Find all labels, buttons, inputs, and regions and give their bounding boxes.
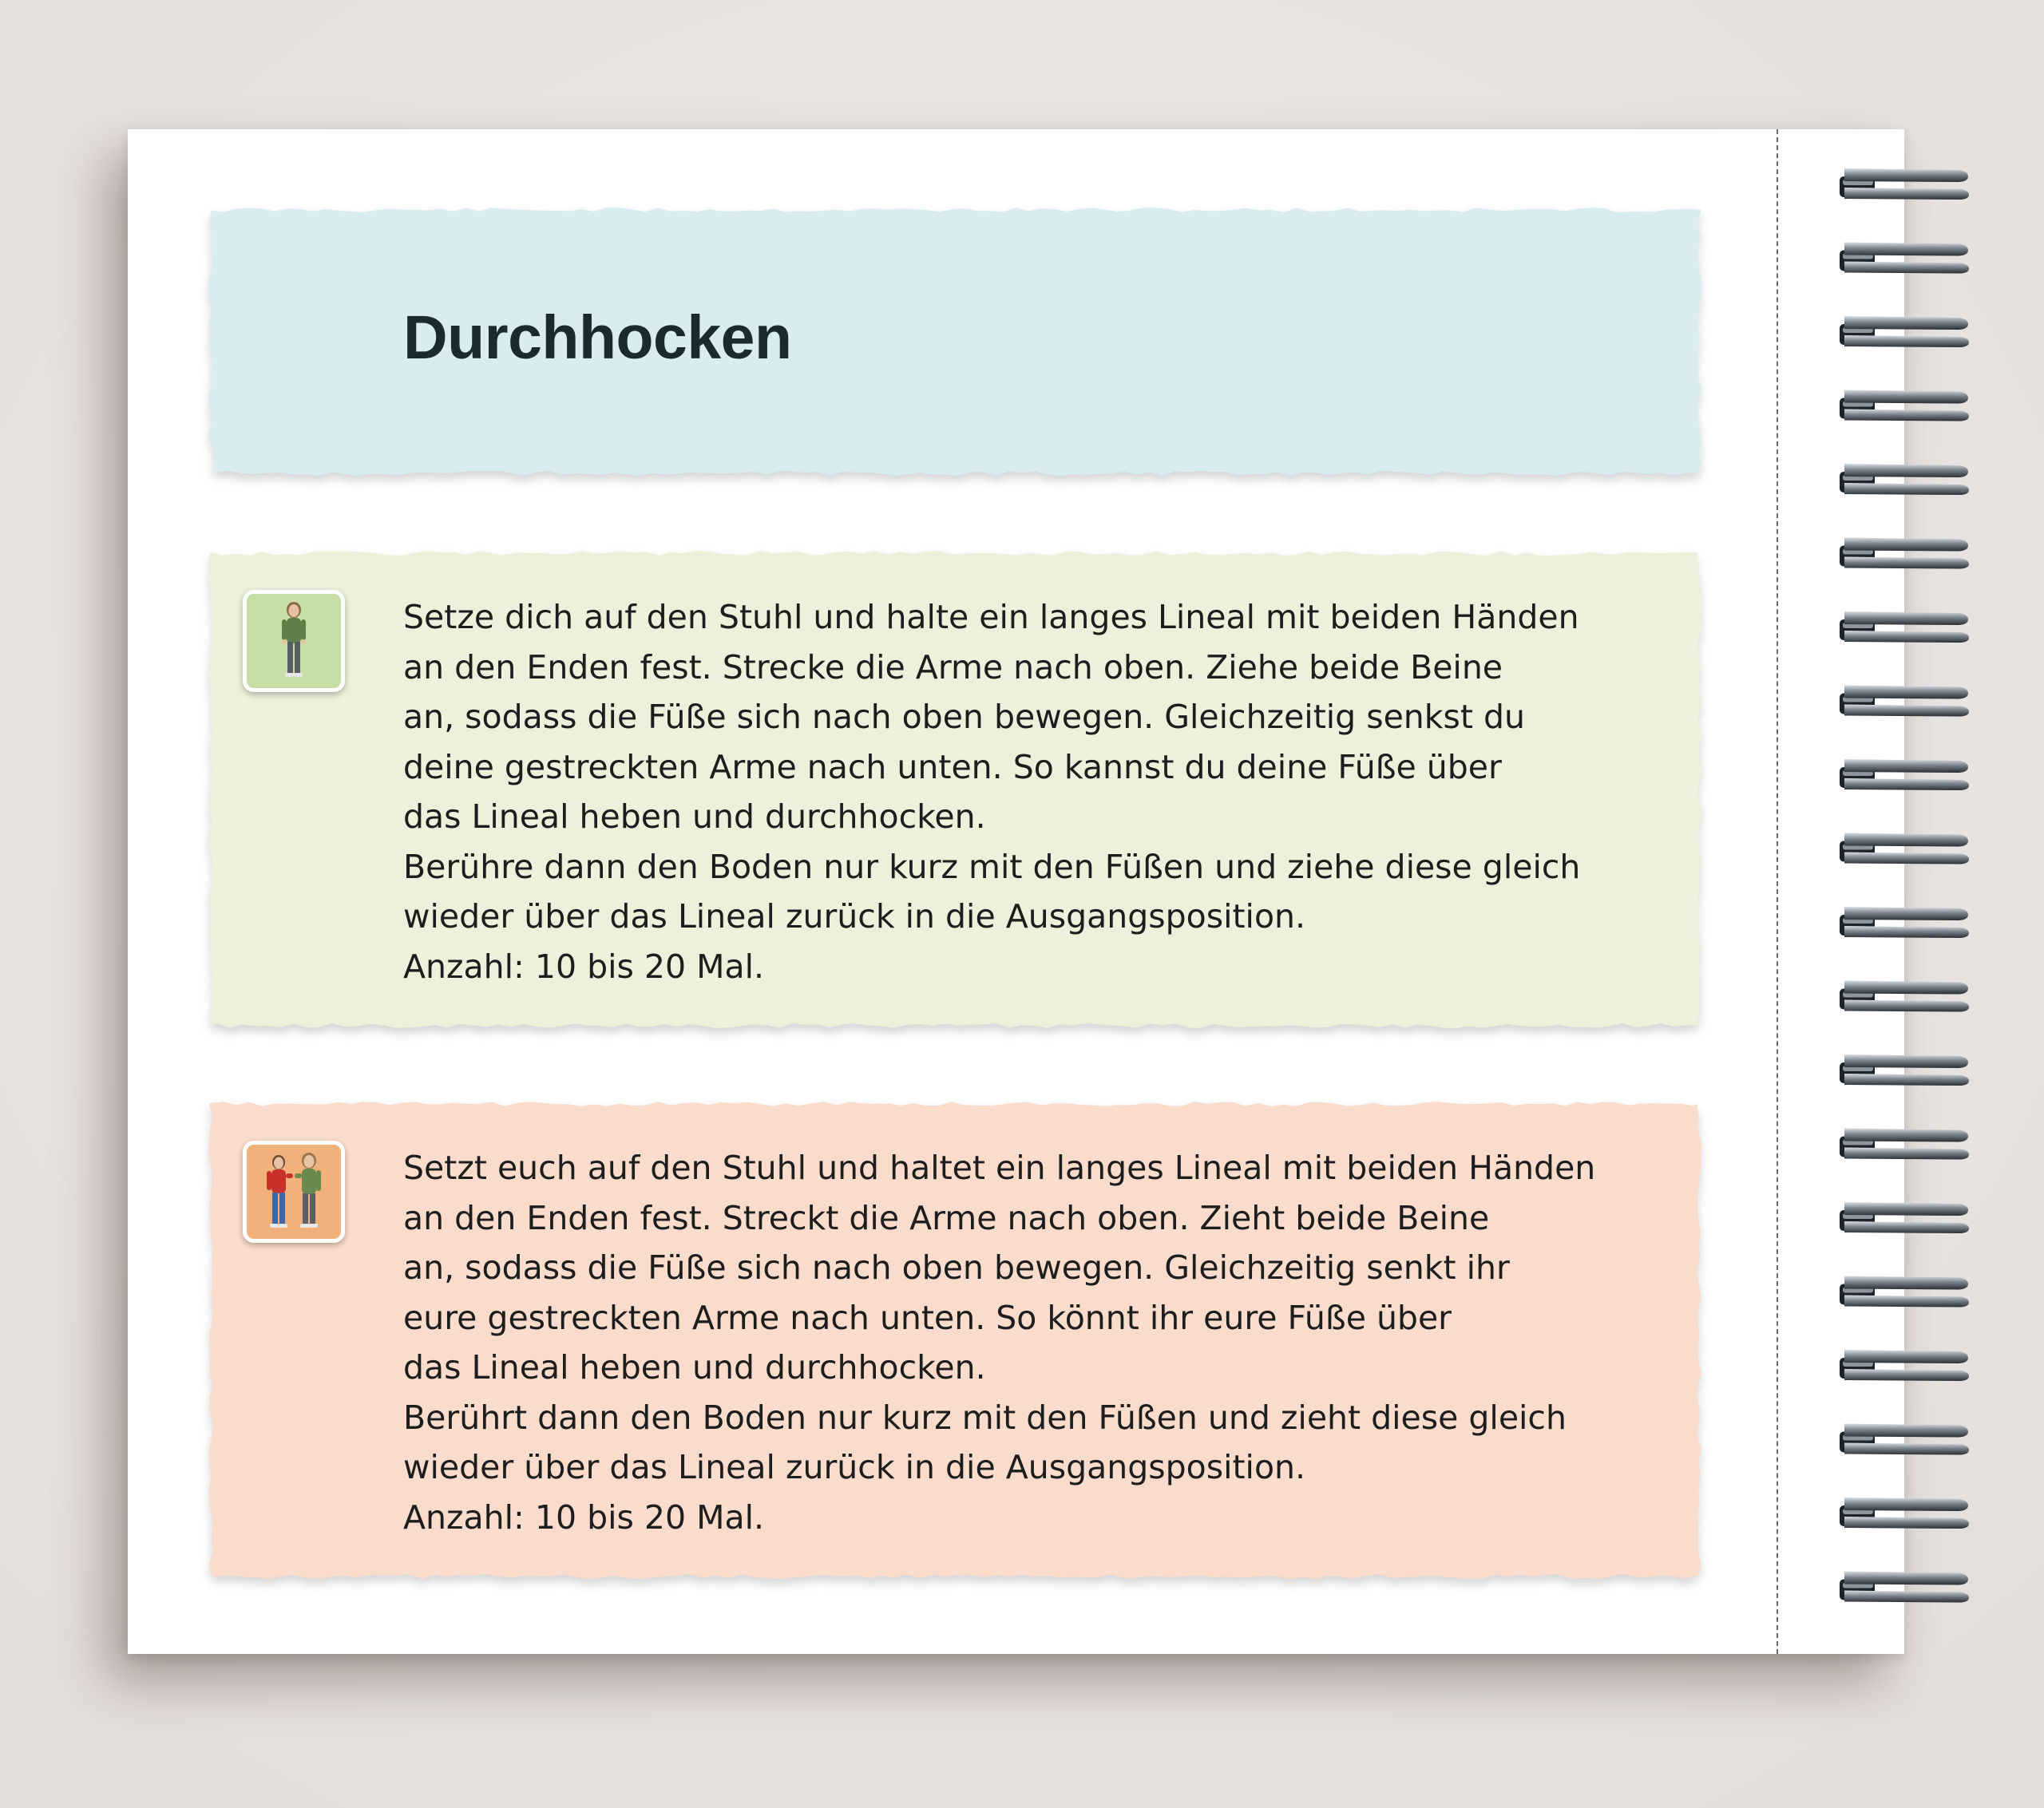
- binding-ring: [1840, 611, 1969, 643]
- text-line: Anzahl: 10 bis 20 Mal.: [403, 947, 765, 986]
- binding-ring: [1840, 1054, 1969, 1086]
- binding-ring: [1840, 243, 1969, 274]
- binding-ring: [1840, 759, 1969, 790]
- text-line: das Lineal heben und durchhocken.: [403, 1348, 986, 1387]
- binding-ring: [1840, 1424, 1969, 1455]
- text-line: an den Enden fest. Streckt die Arme nach oben. Zieht beide Beine: [403, 1198, 1490, 1237]
- text-line: an, sodass die Füße sich nach oben bewegen. Gleichzeitig senkt ihr: [403, 1248, 1510, 1287]
- text-line: Berühre dann den Boden nur kurz mit den Füßen und ziehe diese gleich: [403, 847, 1581, 886]
- pair-exercise-text: [403, 1143, 1595, 1542]
- binding-ring: [1840, 1497, 1969, 1529]
- binding-ring: [1840, 316, 1969, 347]
- binding-ring: [1840, 907, 1969, 938]
- spiral-binding: [1828, 164, 1980, 1632]
- binding-ring: [1840, 981, 1969, 1012]
- binding-ring: [1840, 833, 1969, 864]
- single-exercise-card: [208, 550, 1702, 1029]
- binding-ring: [1840, 1276, 1969, 1308]
- binding-ring: [1840, 1129, 1969, 1160]
- binding-ring: [1840, 168, 1969, 200]
- binding-ring: [1840, 1572, 1969, 1603]
- pair-exercise-card: [208, 1101, 1702, 1580]
- text-line: wieder über das Lineal zurück in die Ausgangsposition.: [403, 1448, 1306, 1486]
- binding-ring: [1840, 390, 1969, 421]
- single-person-icon: [243, 590, 345, 692]
- binding-ring: [1840, 1202, 1969, 1233]
- text-line: an, sodass die Füße sich nach oben bewegen. Gleichzeitig senkst du: [403, 698, 1526, 736]
- text-line: Berührt dann den Boden nur kurz mit den Füßen und zieht diese gleich: [403, 1398, 1567, 1437]
- text-line: an den Enden fest. Strecke die Arme nach oben. Ziehe beide Beine: [403, 647, 1503, 686]
- binding-ring: [1840, 538, 1969, 569]
- text-line: wieder über das Lineal zurück in die Ausgangsposition.: [403, 897, 1306, 936]
- text-line: Setzt euch auf den Stuhl und haltet ein langes Lineal mit beiden Händen: [403, 1149, 1596, 1187]
- text-line: Anzahl: 10 bis 20 Mal.: [403, 1497, 765, 1537]
- two-people-icon: [243, 1141, 345, 1243]
- single-exercise-text: [403, 592, 1580, 991]
- notebook-page: [128, 129, 1904, 1654]
- binding-ring: [1840, 464, 1969, 495]
- binding-ring: [1840, 686, 1969, 717]
- title-card: [208, 207, 1702, 477]
- text-line: deine gestreckten Arme nach unten. So kannst du deine Füße über: [403, 747, 1502, 786]
- text-line: eure gestreckten Arme nach unten. So könnt ihr eure Füße über: [403, 1298, 1452, 1337]
- binding-ring: [1840, 1350, 1969, 1381]
- text-line: Setze dich auf den Stuhl und halte ein langes Lineal mit beiden Händen: [403, 598, 1579, 636]
- page-title: Durchhocken: [403, 303, 792, 372]
- perforation-line: [1777, 129, 1778, 1654]
- text-line: das Lineal heben und durchhocken.: [403, 797, 986, 836]
